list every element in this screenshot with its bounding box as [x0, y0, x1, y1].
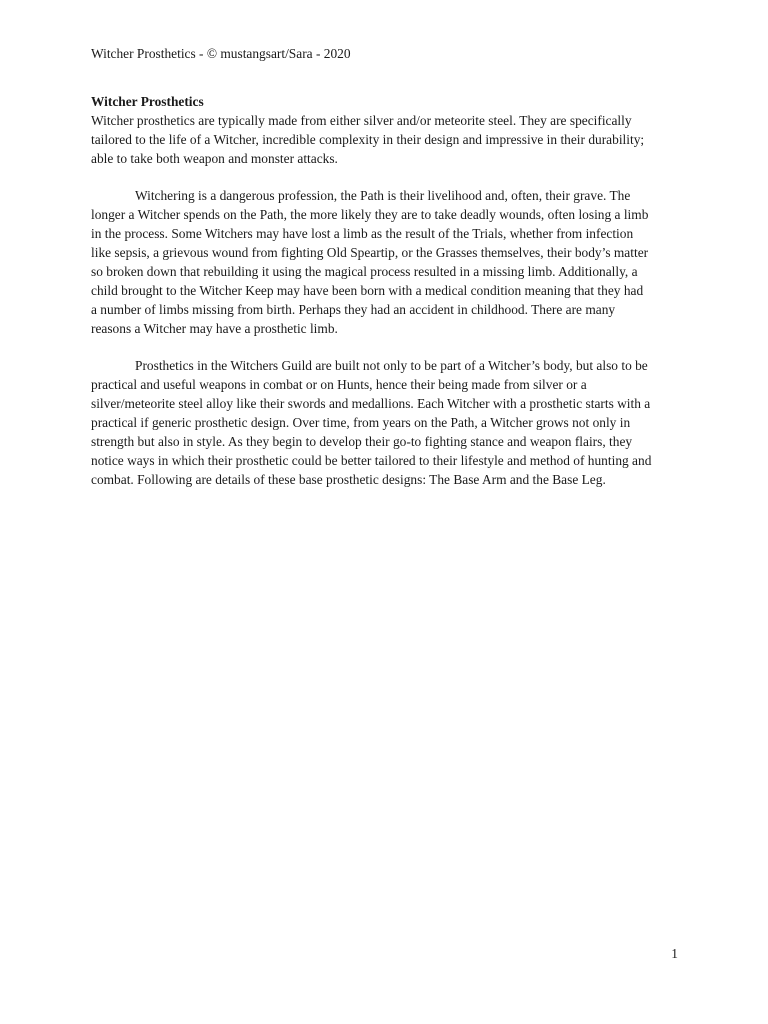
page-number: 1	[671, 946, 678, 961]
paragraph-spacer	[91, 168, 677, 186]
document-body	[91, 92, 677, 489]
running-header: Witcher Prosthetics - © mustangsart/Sara - 2020	[91, 46, 351, 61]
section-title: Witcher Prosthetics	[91, 94, 204, 109]
paragraph-prosthetics-guild: Prosthetics in the Witchers Guild are built not only to be part of a Witcher’s body, but also to be practical and useful weapons in combat or on Hunts, hence their being made from silver or a silver/meteorite steel alloy like their swords and medallions. Each Witcher with a prosthetic starts with a practical if generic prosthetic design. Over time, from years on the Path, a Witcher grows not only in strength but also in style. As they begin to develop their go-to fighting stance and weapon flairs, they notice ways in which their prosthetic could be better tailored to their lifestyle and method of hunting and combat. Following are details of these base prosthetic designs: The Base Arm and the Base Leg.	[91, 358, 652, 487]
paragraph-intro: Witcher prosthetics are typically made from either silver and/or meteorite steel. They are specifically tailored to the life of a Witcher, incredible complexity in their design and impressive in their durability; able to take both weapon and monster attacks.	[91, 113, 645, 166]
paragraph-witchering: Witchering is a dangerous profession, the Path is their livelihood and, often, their grave. The longer a Witcher spends on the Path, the more likely they are to take deadly wounds, often losing a limb in the process. Some Witchers may have lost a limb as the result of the Trials, whether from infection like sepsis, a grievous wound from fighting Old Speartip, or the Grasses themselves, their body’s matter so broken down that rebuilding it using the magical process resulted in a missing limb. Additionally, a child brought to the Witcher Keep may have been born with a medical condition meaning that they had a number of limbs missing from birth. Perhaps they had an accident in childhood. There are many reasons a Witcher may have a prosthetic limb.	[91, 188, 649, 336]
paragraph-spacer	[91, 338, 677, 356]
